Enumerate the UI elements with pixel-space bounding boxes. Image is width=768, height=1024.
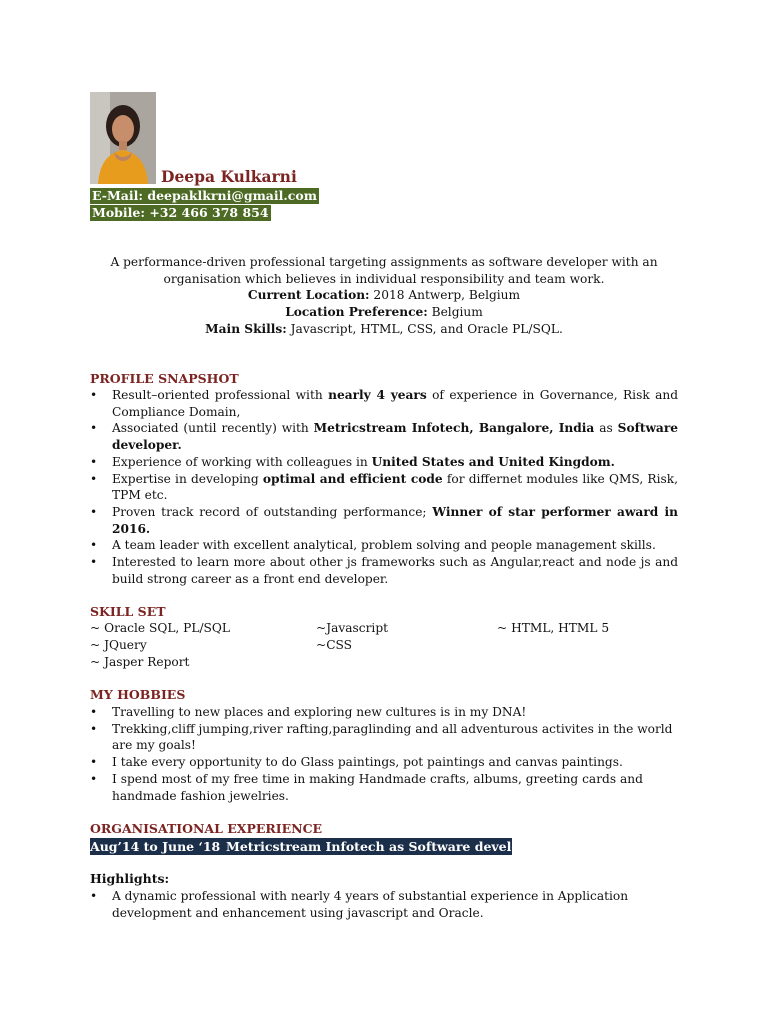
hobbies-heading: MY HOBBIES xyxy=(90,687,186,702)
text-segment: Proven track record of outstanding performance; xyxy=(112,504,433,519)
list-item: • A team leader with excellent analytical, problem solving and people management skills. xyxy=(90,537,678,554)
mobile-line: Mobile: +32 466 378 854 xyxy=(92,205,269,220)
list-item: • Travelling to new places and exploring new cultures is in my DNA! xyxy=(90,704,678,721)
candidate-name: Deepa Kulkarni xyxy=(161,167,297,186)
text-segment-bold: nearly 4 years xyxy=(328,388,427,402)
highlights-title: Highlights: xyxy=(90,871,170,886)
portrait-image xyxy=(90,92,156,184)
experience-heading: ORGANISATIONAL EXPERIENCE xyxy=(90,821,323,836)
text-segment-bold: Metricstream Infotech, Bangalore, India xyxy=(313,421,595,436)
main-skills-value: Javascript, HTML, CSS, and Oracle PL/SQL. xyxy=(286,321,563,336)
summary-line-2: organisation which believes in individual responsibility and team work. xyxy=(163,271,605,286)
text-segment: as xyxy=(594,421,618,436)
location-preference-value: Belgium xyxy=(427,305,483,320)
text-segment: for differnet modules like QMS, Risk, TPM etc. xyxy=(112,471,678,503)
text-segment: Associated (until recently) with xyxy=(112,421,314,436)
text-segment-bold: United States and United Kingdom. xyxy=(371,454,615,469)
profile-photo xyxy=(90,92,156,184)
main-skills-label: Main Skills: xyxy=(205,321,287,336)
list-item xyxy=(90,504,678,537)
profile-snapshot-heading: PROFILE SNAPSHOT xyxy=(90,371,239,386)
experience-bar xyxy=(90,838,543,855)
text-segment-bold: optimal and efficient code xyxy=(262,471,443,486)
main-skills xyxy=(90,321,678,338)
current-location xyxy=(90,287,678,304)
email-line: E-Mail: deepaklkrni@gmail.com xyxy=(92,188,317,203)
skill-item: ~ HTML, HTML 5 xyxy=(497,621,610,635)
current-location-label: Current Location: xyxy=(247,288,370,303)
text-segment: of experience in Governance, Risk and Compliance Domain, xyxy=(112,388,678,419)
list-item xyxy=(90,387,678,420)
skill-item: ~CSS xyxy=(316,638,353,652)
location-preference xyxy=(90,304,678,321)
profile-snapshot-list xyxy=(90,387,678,587)
skill-item: ~ Oracle SQL, PL/SQL xyxy=(90,621,230,635)
text-segment: Experience of working with colleagues in xyxy=(112,454,372,469)
experience-company: Metricstream Infotech as Software developer xyxy=(226,839,543,854)
text-segment-bold: Winner of star performer award in 2016. xyxy=(112,504,678,536)
list-item: • I take every opportunity to do Glass paintings, pot paintings and canvas paintings. xyxy=(90,754,678,771)
text-segment: Expertise in developing xyxy=(112,471,263,486)
highlights-list xyxy=(90,888,678,921)
skill-item: ~ Jasper Report xyxy=(90,655,190,669)
list-item: • A dynamic professional with nearly 4 years of substantial experience in Application development and enhancement using javascript and Oracle. xyxy=(90,888,678,921)
list-item: • Trekking,cliff jumping,river rafting,paraglinding and all adventurous activites in the world are my goals! xyxy=(90,721,678,754)
text-segment-bold: Software developer. xyxy=(112,421,679,453)
text-segment: Result–oriented professional with xyxy=(112,388,329,402)
skill-item: ~Javascript xyxy=(316,621,389,635)
summary-line-1: A performance-driven professional targeting assignments as software developer with an xyxy=(110,255,658,269)
hobbies-list xyxy=(90,704,678,804)
experience-period: Aug’14 to June ‘18 xyxy=(90,839,221,854)
summary xyxy=(90,254,678,338)
list-item xyxy=(90,471,678,504)
list-item: • Interested to learn more about other js frameworks such as Angular,react and node js and build strong career as a front end developer. xyxy=(90,554,678,587)
list-item xyxy=(90,454,678,471)
list-item xyxy=(90,420,678,453)
list-item: • I spend most of my free time in making Handmade crafts, albums, greeting cards and handmade fashion jewelries. xyxy=(90,771,678,804)
location-preference-label: Location Preference: xyxy=(285,305,428,320)
current-location-value: 2018 Antwerp, Belgium xyxy=(369,288,521,303)
skill-set-heading: SKILL SET xyxy=(90,604,166,619)
skill-item: ~ JQuery xyxy=(90,638,147,652)
